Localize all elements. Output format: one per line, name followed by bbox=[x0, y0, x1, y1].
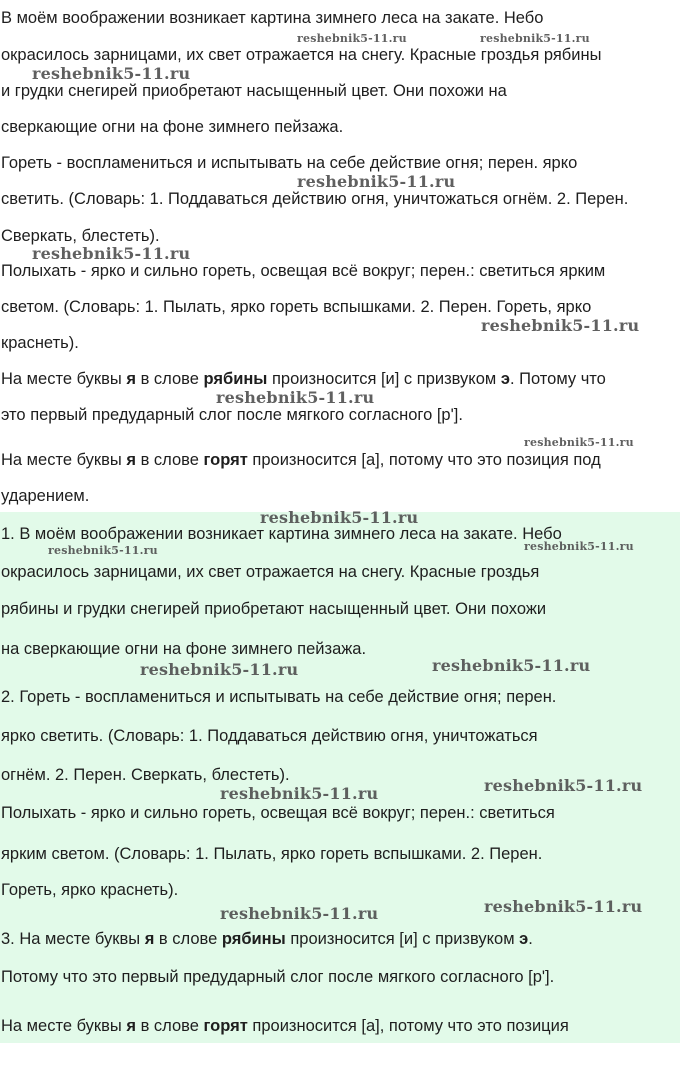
watermark: reshebnik5-11.ru bbox=[484, 776, 643, 795]
text-line: и грудки снегирей приобретают насыщенный цвет. Они похожи на bbox=[1, 82, 507, 100]
bold-word: рябины bbox=[203, 370, 268, 388]
text-line: это первый предударный слог после мягкого согласного [р']. bbox=[1, 406, 463, 424]
text-line: ударением. bbox=[1, 487, 90, 505]
answer-block-highlighted bbox=[0, 508, 680, 1043]
answer-block-plain bbox=[0, 0, 680, 512]
bold-letter: э bbox=[519, 930, 529, 948]
watermark: reshebnik5-11.ru bbox=[140, 660, 299, 679]
text-line: На месте буквы я в слове горят произносится [а], потому что это позиция bbox=[1, 1017, 569, 1035]
bold-letter: я bbox=[144, 930, 155, 948]
watermark: reshebnik5-11.ru bbox=[32, 244, 191, 263]
text-line: ярким светом. (Словарь: 1. Пылать, ярко гореть вспышками. 2. Перен. bbox=[1, 845, 543, 863]
watermark: reshebnik5-11.ru bbox=[260, 508, 419, 527]
text-line: На месте буквы я в слове горят произносится [а], потому что это позиция под bbox=[1, 451, 601, 469]
text-line: На месте буквы я в слове рябины произносится [и] с призвуком э. Потому что bbox=[1, 370, 606, 388]
watermark: reshebnik5-11.ru bbox=[297, 32, 407, 45]
watermark: reshebnik5-11.ru bbox=[297, 172, 456, 191]
text-line: окрасилось зарницами, их свет отражается на снегу. Красные гроздья рябины bbox=[1, 46, 602, 64]
text-line: сверкающие огни на фоне зимнего пейзажа. bbox=[1, 118, 344, 136]
text-line: на сверкающие огни на фоне зимнего пейзажа. bbox=[1, 640, 367, 658]
watermark: reshebnik5-11.ru bbox=[432, 656, 591, 675]
text-line: 1. В моём воображении возникает картина зимнего леса на закате. Небо bbox=[1, 525, 562, 543]
text-line: Гореть, ярко краснеть). bbox=[1, 881, 179, 899]
bold-letter: э bbox=[500, 370, 510, 388]
watermark: reshebnik5-11.ru bbox=[524, 436, 634, 449]
bold-letter: я bbox=[126, 1017, 136, 1035]
watermark: reshebnik5-11.ru bbox=[481, 316, 640, 335]
text-line: светом. (Словарь: 1. Пылать, ярко гореть вспышками. 2. Перен. Гореть, ярко bbox=[1, 298, 592, 316]
text-line: светить. (Словарь: 1. Поддаваться действию огня, уничтожаться огнём. 2. Перен. bbox=[1, 190, 629, 208]
text-line: Гореть - воспламениться и испытывать на себе действие огня; перен. ярко bbox=[1, 154, 578, 172]
text-line: 2. Гореть - воспламениться и испытывать на себе действие огня; перен. bbox=[1, 688, 557, 706]
text-line: В моём воображении возникает картина зимнего леса на закате. Небо bbox=[1, 9, 544, 27]
watermark: reshebnik5-11.ru bbox=[32, 64, 191, 83]
bold-letter: я bbox=[126, 370, 136, 388]
watermark: reshebnik5-11.ru bbox=[220, 904, 379, 923]
bold-word: горят bbox=[203, 1017, 248, 1035]
text-line: окрасилось зарницами, их свет отражается на снегу. Красные гроздья bbox=[1, 563, 540, 581]
text-line: Полыхать - ярко и сильно гореть, освещая всё вокруг; перен.: светиться ярким bbox=[1, 262, 606, 280]
text-line: краснеть). bbox=[1, 334, 79, 352]
watermark: reshebnik5-11.ru bbox=[216, 388, 375, 407]
bold-word: рябины bbox=[221, 930, 286, 948]
watermark: reshebnik5-11.ru bbox=[484, 897, 643, 916]
text-line: Потому что это первый предударный слог после мягкого согласного [р']. bbox=[1, 968, 555, 986]
text-line: 3. На месте буквы я в слове рябины произносится [и] с призвуком э. bbox=[1, 930, 533, 948]
watermark: reshebnik5-11.ru bbox=[480, 32, 590, 45]
watermark: reshebnik5-11.ru bbox=[48, 544, 158, 557]
text-line: Сверкать, блестеть). bbox=[1, 227, 160, 245]
text-line: рябины и грудки снегирей приобретают насыщенный цвет. Они похожи bbox=[1, 600, 547, 618]
bold-letter: я bbox=[126, 451, 136, 469]
bold-word: горят bbox=[203, 451, 248, 469]
watermark: reshebnik5-11.ru bbox=[220, 784, 379, 803]
text-line: ярко светить. (Словарь: 1. Поддаваться действию огня, уничтожаться bbox=[1, 727, 538, 745]
watermark: reshebnik5-11.ru bbox=[524, 540, 634, 553]
text-line: огнём. 2. Перен. Сверкать, блестеть). bbox=[1, 766, 290, 784]
text-line: Полыхать - ярко и сильно гореть, освещая всё вокруг; перен.: светиться bbox=[1, 804, 555, 822]
